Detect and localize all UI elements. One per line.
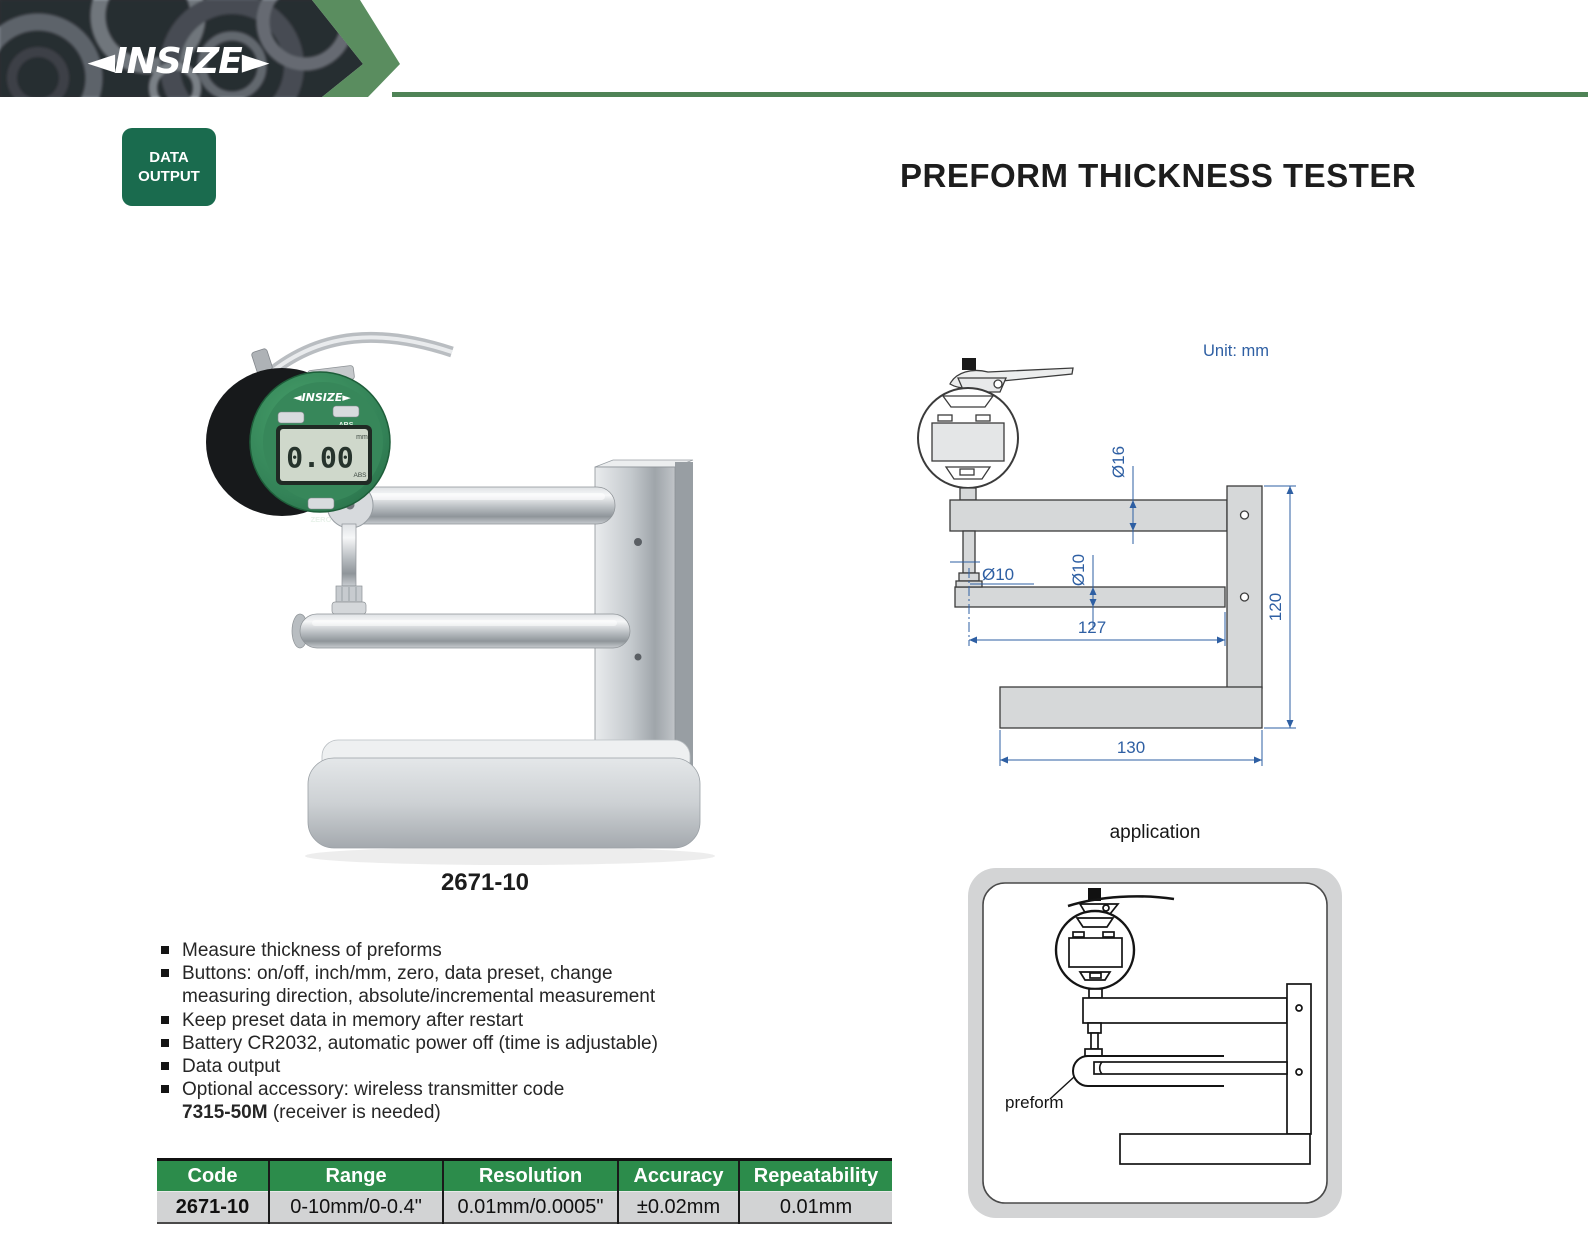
logo-left-arrow-icon: ◄ [87, 41, 115, 82]
application-diagram [960, 856, 1350, 1222]
header-rule [392, 92, 1588, 97]
feature-item: Measure thickness of preforms [160, 939, 760, 962]
brand-logo: ◄INSIZE► [87, 41, 269, 82]
dim-arm-length: 127 [1077, 618, 1107, 637]
shadow [305, 847, 715, 865]
lower-arm [292, 614, 630, 648]
header-banner [0, 0, 420, 97]
zero-button [308, 498, 334, 509]
spec-cell: 0.01mm/0.0005" [443, 1192, 618, 1224]
preform-label: preform [1005, 1093, 1064, 1112]
feature-item-continuation: measuring direction, absolute/incremental measurement [182, 986, 656, 1008]
app-upper-arm [1083, 998, 1287, 1023]
lcd-unit: mm [356, 434, 368, 441]
app-lower-arm [1094, 1062, 1287, 1074]
spec-col-header: Range [269, 1160, 443, 1192]
feature-item: Optional accessory: wireless transmitter code [160, 1078, 760, 1101]
dial-brand-logo: ◄INSIZE► [293, 391, 351, 404]
technical-drawing [900, 330, 1330, 780]
feature-list [160, 939, 760, 1125]
feature-item: Buttons: on/off, inch/mm, zero, data preset, change [160, 962, 760, 985]
screw-dot [635, 654, 642, 661]
spec-col-header: Repeatability [739, 1160, 892, 1192]
inmm-button [278, 412, 304, 423]
dim-top-arm-dia: Ø16 [1109, 445, 1128, 479]
product-photo [170, 292, 800, 870]
spec-table [157, 1158, 892, 1224]
feature-item: Data output [160, 1055, 760, 1078]
spec-cell: 0-10mm/0-0.4" [269, 1192, 443, 1224]
dim-spindle-dia: Ø10 [982, 565, 1015, 584]
spec-cell: 2671-10 [157, 1192, 269, 1224]
dim-lower-arm-dia: Ø10 [1069, 553, 1088, 587]
zero-button-label: ZERO [310, 515, 332, 524]
spec-body [157, 1192, 892, 1224]
lcd-mode: ABS [353, 472, 367, 479]
spec-header-row [157, 1160, 892, 1192]
drawing-lower-arm [955, 587, 1225, 607]
abs-button [333, 406, 359, 417]
dim-height: 120 [1266, 592, 1285, 622]
spec-row [157, 1192, 892, 1224]
spec-col-header: Accuracy [618, 1160, 739, 1192]
spec-cell: ±0.02mm [618, 1192, 739, 1224]
drawing-base [1000, 687, 1262, 728]
spec-col-header: Code [157, 1160, 269, 1192]
application-title: application [1109, 822, 1201, 843]
spec-col-header: Resolution [443, 1160, 618, 1192]
feature-item: Keep preset data in memory after restart [160, 1009, 760, 1032]
feature-item: Battery CR2032, automatic power off (time is adjustable) [160, 1032, 760, 1055]
badge-line2: OUTPUT [138, 168, 200, 185]
data-output-badge [122, 128, 216, 206]
feature-item-continuation: 7315-50M (receiver is needed) [182, 1102, 441, 1124]
drawing-stem [960, 488, 976, 500]
badge-line1: DATA [149, 149, 189, 166]
page-title: PREFORM THICKNESS TESTER [900, 157, 1417, 194]
spindle [332, 524, 366, 614]
lcd-value: 0.00 [286, 441, 354, 474]
drawing-upper-arm [950, 500, 1227, 531]
dim-base-length: 130 [1116, 738, 1146, 757]
app-anvil [1085, 1049, 1102, 1056]
drawing-knob [962, 358, 976, 370]
unit-label: Unit: mm [1203, 342, 1269, 360]
base-plate [308, 740, 700, 848]
app-base [1120, 1134, 1310, 1164]
logo-right-arrow-icon: ► [241, 41, 269, 82]
drawing-spindle [963, 531, 975, 573]
spec-cell: 0.01mm [739, 1192, 892, 1224]
screw-dot [634, 538, 642, 546]
model-caption: 2671-10 [440, 869, 530, 896]
